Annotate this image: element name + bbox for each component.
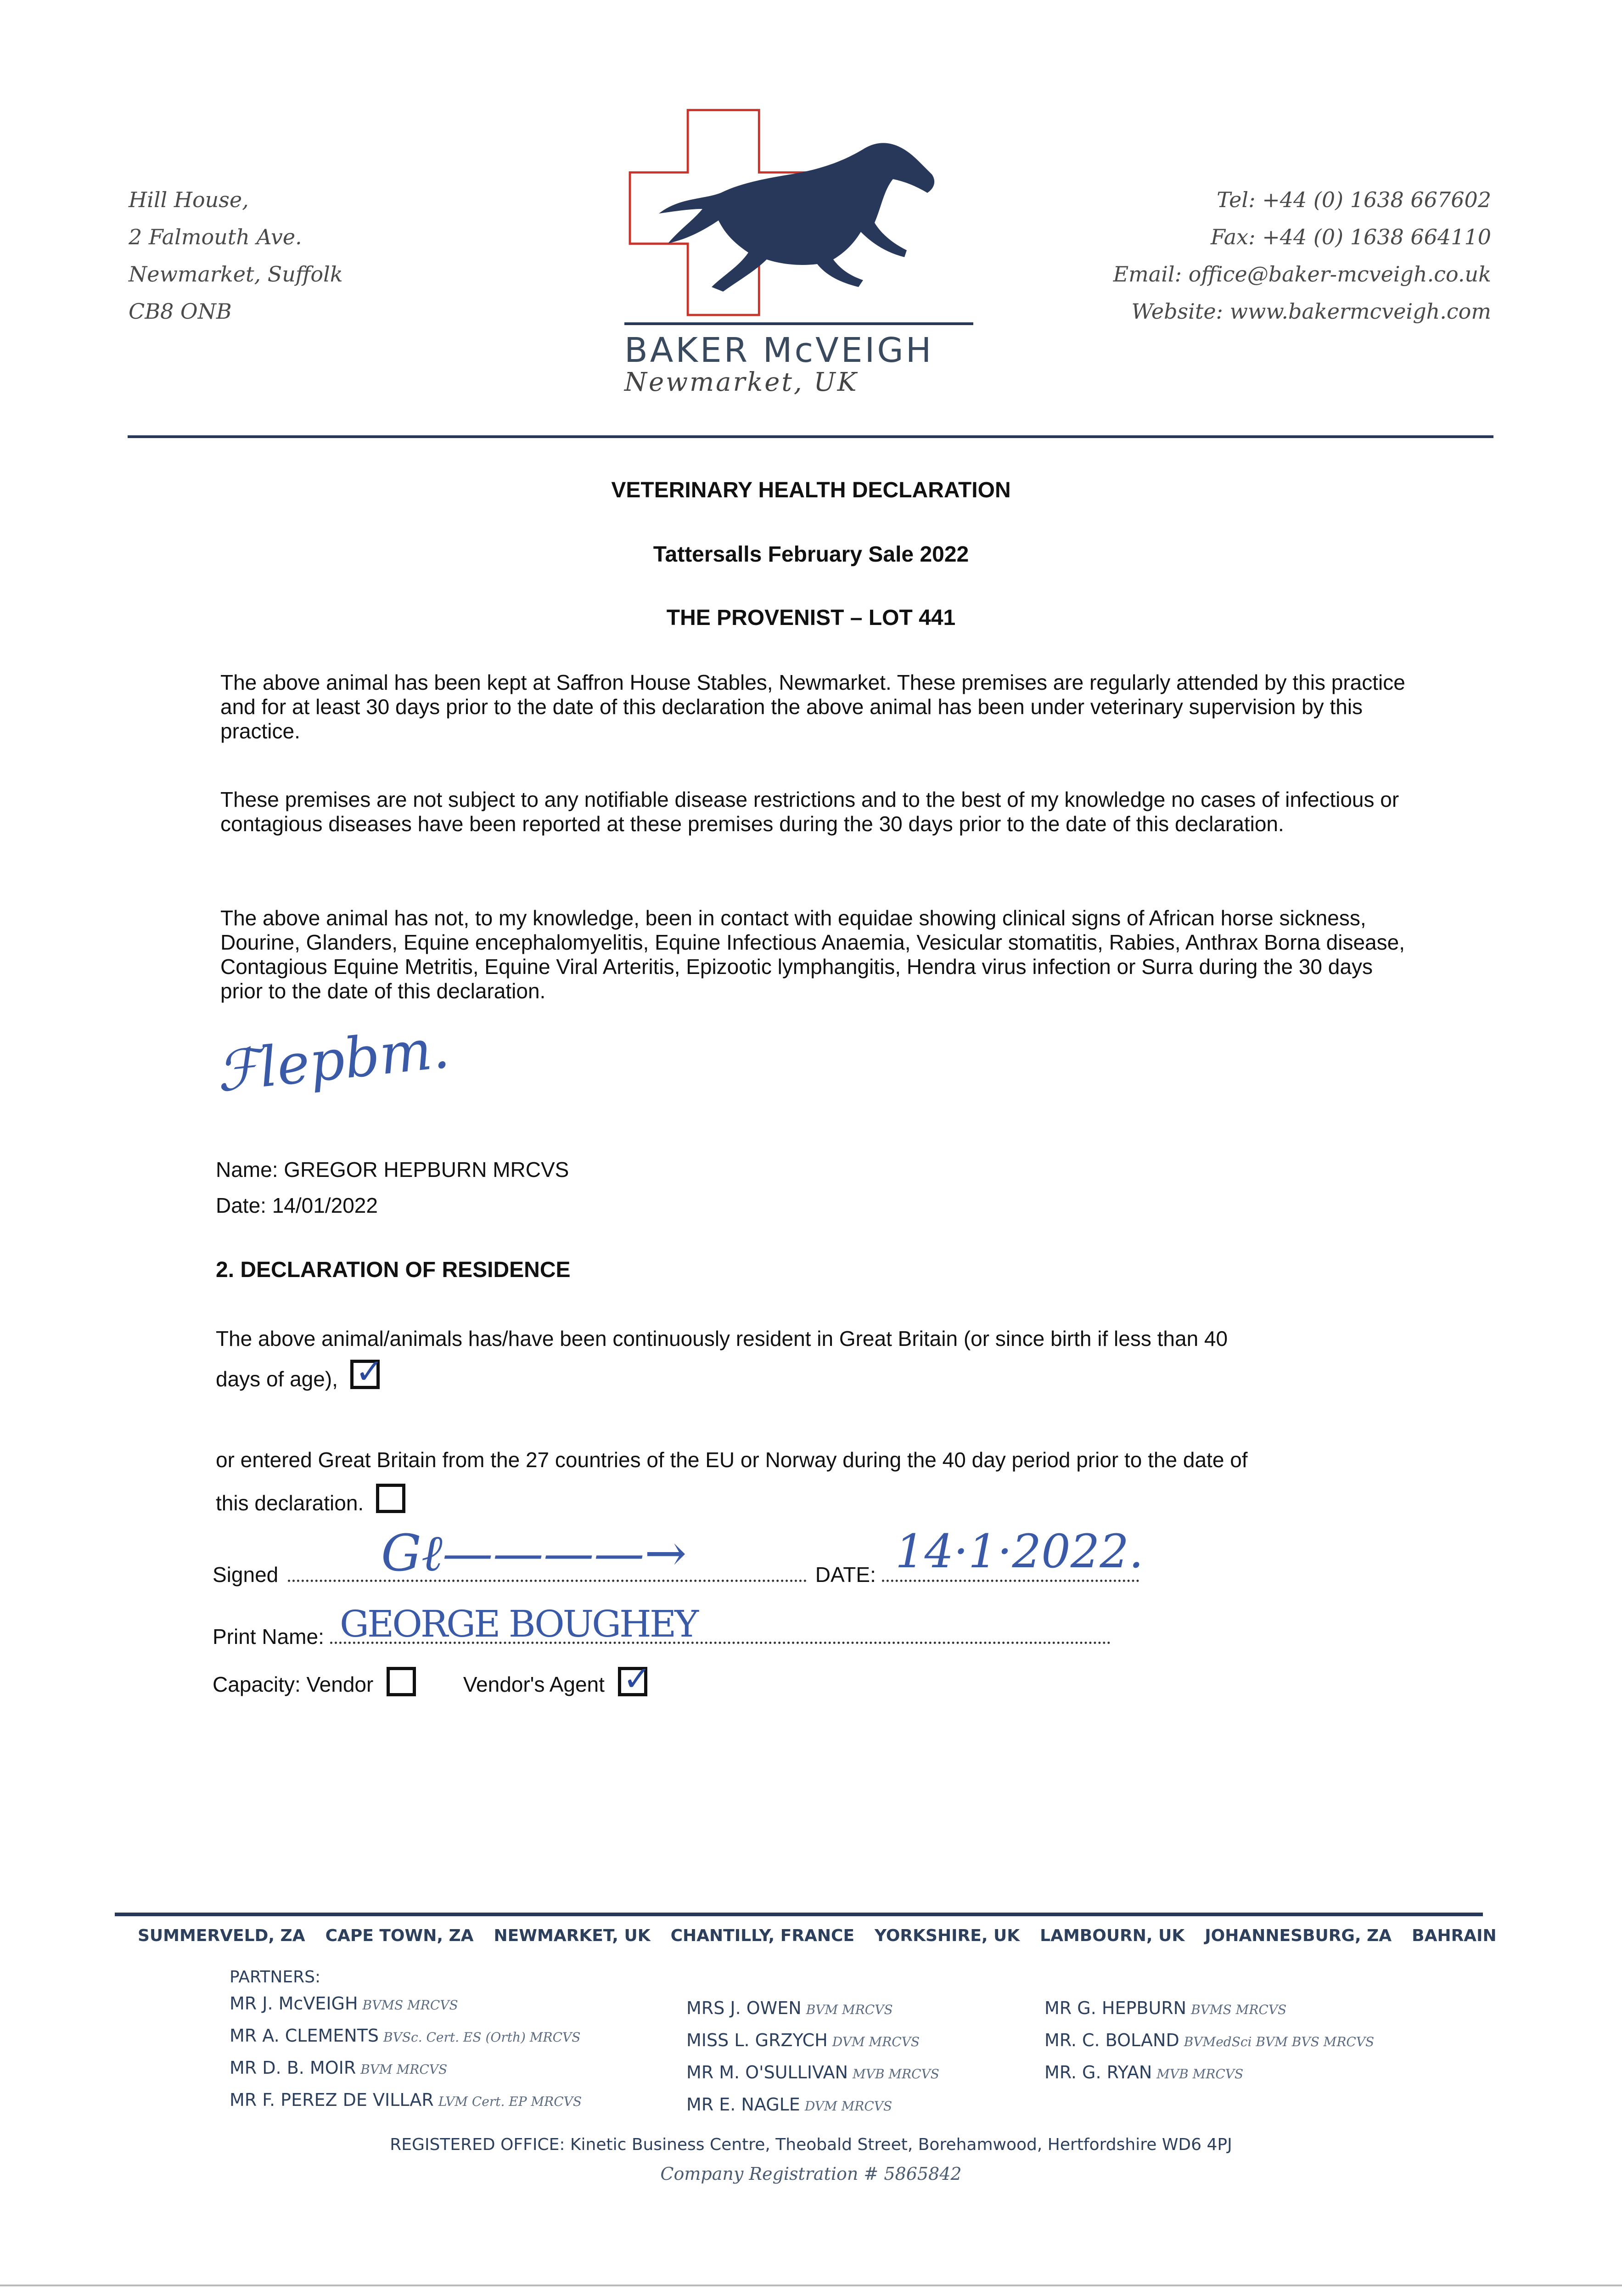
- residence-statement-1-cont: [216, 1352, 384, 1396]
- partners-label: PARTNERS:: [230, 1968, 321, 1986]
- partner-entry: MR G. HEPBURN BVMS MRCVS: [1044, 1998, 1287, 2018]
- partners-column-2: [686, 1993, 939, 2122]
- partner-entry: MR D. B. MOIR BVM MRCVS: [230, 2058, 448, 2078]
- partner-entry: MR A. CLEMENTS BVSc. Cert. ES (Orth) MRCVS: [230, 2026, 581, 2046]
- print-name-value: GEORGE BOUGHEY: [340, 1603, 697, 1645]
- office-location: CAPE TOWN, ZA: [325, 1926, 474, 1945]
- paragraph-restrictions: These premises are not subject to any notifiable disease restrictions and to the best of my knowledge no cases of infectious or contagious diseases have been reported at these premises during the 30 days prior to the date of this declaration.: [220, 788, 1399, 836]
- print-name-label: Print Name:: [213, 1625, 324, 1649]
- partner-entry: MR E. NAGLE DVM MRCVS: [686, 2094, 892, 2115]
- vet-name: Name: GREGOR HEPBURN MRCVS: [216, 1158, 569, 1182]
- vet-date: Date: 14/01/2022: [216, 1193, 378, 1217]
- galloping-horse-icon: [659, 143, 934, 292]
- office-location: JOHANNESBURG, ZA: [1205, 1926, 1392, 1945]
- residence-statement-2-end: this declaration.: [216, 1491, 364, 1515]
- office-location: YORKSHIRE, UK: [875, 1926, 1020, 1945]
- contact-email: Email: office@baker-mcveigh.co.uk: [1113, 262, 1491, 287]
- vendors-agent-label: Vendor's Agent: [463, 1672, 605, 1697]
- address-line: 2 Falmouth Ave.: [129, 225, 302, 249]
- vendors-agent-checkbox[interactable]: [618, 1659, 651, 1699]
- footer-divider: [115, 1913, 1483, 1916]
- lot-title: THE PROVENIST – LOT 441: [666, 606, 956, 630]
- partner-entry: MR F. PEREZ DE VILLAR LVM Cert. EP MRCVS: [230, 2090, 582, 2110]
- address-line: Newmarket, Suffolk: [129, 262, 343, 287]
- check-mark-icon: ✓: [623, 1659, 651, 1699]
- scan-edge-line: [0, 2285, 1622, 2286]
- vet-signature: ℱlepbm.: [213, 1016, 453, 1105]
- office-location: BAHRAIN: [1412, 1926, 1497, 1945]
- vendor-checkbox[interactable]: [387, 1667, 416, 1696]
- office-location: SUMMERVELD, ZA: [138, 1926, 305, 1945]
- contact-website: Website: www.bakermcveigh.com: [1131, 299, 1491, 324]
- partner-entry: MRS J. OWEN BVM MRCVS: [686, 1998, 893, 2018]
- contact-tel: Tel: +44 (0) 1638 667602: [1217, 187, 1491, 212]
- partner-entry: MR M. O'SULLIVAN MVB MRCVS: [686, 2062, 939, 2082]
- paragraph-contact: The above animal has not, to my knowledge, been in contact with equidae showing clinical signs of African horse sickness, Dourine, Glanders, Equine encephalomyelitis, Equine Infectious Anaemia, Vesicular stomatitis, Rabies, Anthrax Borna disease, Contagious Equine Metritis, Equine Viral Arteritis, Epizootic lymphangitis, Hendra virus infection or Surra during the 30 days prior to the date of this declaration.: [220, 906, 1405, 1003]
- address-line: Hill House,: [129, 187, 249, 212]
- paragraph-supervision: The above animal has been kept at Saffron House Stables, Newmarket. These premises are regularly attended by this practice and for at least 30 days prior to the date of this declaration the above animal has been under veterinary supervision by this practice.: [220, 670, 1405, 743]
- capacity-row: [213, 1659, 651, 1701]
- office-locations: [138, 1926, 1497, 1945]
- partners-column-3: [1044, 1993, 1374, 2089]
- residence-heading: 2. DECLARATION OF RESIDENCE: [216, 1258, 571, 1282]
- date-label: DATE:: [815, 1563, 876, 1587]
- partner-entry: MR. C. BOLAND BVMedSci BVM BVS MRCVS: [1044, 2030, 1375, 2050]
- office-location: CHANTILLY, FRANCE: [670, 1926, 855, 1945]
- office-location: NEWMARKET, UK: [494, 1926, 651, 1945]
- header-divider: [128, 435, 1493, 438]
- vendor-signature: Gℓ————→: [381, 1524, 687, 1582]
- partners-column-1: [230, 1988, 582, 2117]
- address-line: CB8 ONB: [129, 299, 232, 324]
- partner-entry: MR J. McVEIGH BVMS MRCVS: [230, 1993, 458, 2014]
- entered-from-eu-checkbox[interactable]: [376, 1484, 405, 1513]
- practice-logo: [624, 106, 973, 326]
- resident-gb-checkbox[interactable]: [350, 1352, 384, 1391]
- partner-entry: MR. G. RYAN MVB MRCVS: [1044, 2062, 1244, 2082]
- company-registration: Company Registration # 5865842: [660, 2164, 962, 2184]
- logo-underline: [624, 322, 973, 325]
- brand-location: Newmarket, UK: [624, 367, 859, 397]
- check-mark-icon: ✓: [355, 1352, 384, 1391]
- practice-address: [129, 181, 343, 330]
- brand-block: [624, 331, 973, 397]
- contact-fax: Fax: +44 (0) 1638 664110: [1210, 225, 1491, 249]
- brand-name: BAKER McVEIGH: [624, 331, 934, 370]
- registered-office: REGISTERED OFFICE: Kinetic Business Centre, Theobald Street, Borehamwood, Hertfordshire WD6 4PJ: [390, 2135, 1232, 2154]
- sale-title: Tattersalls February Sale 2022: [653, 542, 969, 567]
- capacity-label: Capacity: Vendor: [213, 1672, 374, 1697]
- partner-entry: MISS L. GRZYCH DVM MRCVS: [686, 2030, 920, 2050]
- signed-date-value: 14·1·2022.: [895, 1525, 1144, 1578]
- residence-statement-2-cont: [216, 1490, 405, 1519]
- practice-contact: [1113, 181, 1491, 330]
- residence-statement-1-end: days of age),: [216, 1367, 338, 1391]
- signed-label: Signed: [213, 1563, 279, 1587]
- document-title: VETERINARY HEALTH DECLARATION: [611, 478, 1011, 502]
- residence-statement-2: or entered Great Britain from the 27 countries of the EU or Norway during the 40 day period prior to the date of: [216, 1448, 1248, 1472]
- residence-statement-1: The above animal/animals has/have been continuously resident in Great Britain (or since birth if less than 40: [216, 1327, 1228, 1351]
- office-location: LAMBOURN, UK: [1040, 1926, 1185, 1945]
